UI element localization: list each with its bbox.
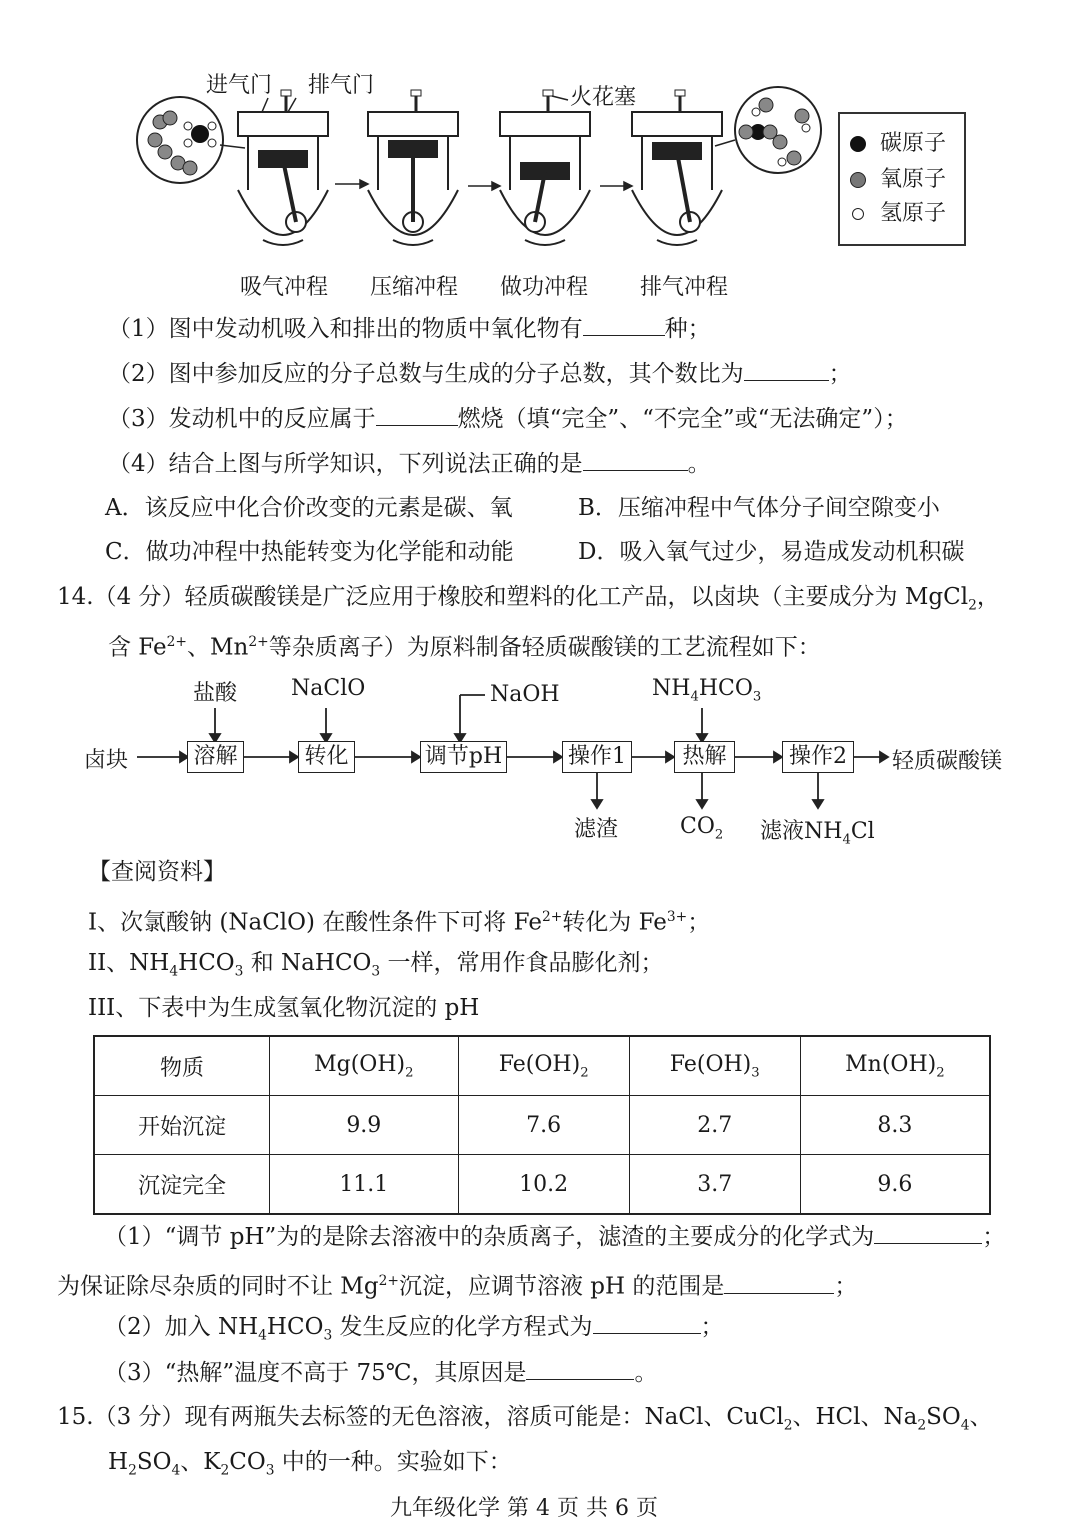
table-row-label: 沉淀完全: [94, 1155, 270, 1215]
table-header-cell: $Fe(OH)_2$: [458, 1036, 629, 1096]
table-cell: 10.2: [458, 1155, 629, 1215]
atom-legend: [838, 112, 966, 246]
table-cell: 9.6: [800, 1155, 990, 1215]
flow-output-filtrate: 滤液$NH_4Cl$: [760, 819, 875, 848]
q15-stem-line1: 15.（3 分）现有两瓶失去标签的无色溶液，溶质可能是：NaCl、CuCl$_2$、HCl、$Na_2SO_4$、: [57, 1404, 993, 1434]
stroke-label-exhaust: 排气冲程: [640, 275, 729, 300]
engine-intake-icon: [238, 90, 328, 245]
intake-molecules-icon: [137, 97, 245, 183]
engine-compression-icon: [368, 90, 458, 245]
flow-start-brine: 卤块: [84, 748, 129, 773]
spark-plug-label: 火花塞: [570, 85, 637, 110]
q14-sub3: （3）“热解”温度不高于 75℃，其原因是 。: [104, 1357, 657, 1388]
info-item-2: II、$NH_4HCO_3$ 和 NaHCO$_3$ 一样，常用作食品膨化剂；: [88, 950, 664, 980]
flow-box-adjust-ph: 调节pH: [420, 741, 507, 773]
q14-stem-line1: 14.（4 分）轻质碳酸镁是广泛应用于橡胶和塑料的化工产品，以卤块（主要成分为 MgCl$_2$，: [57, 584, 1000, 614]
q13-option-c: C．做功冲程中热能转变为化学能和动能: [105, 539, 514, 565]
info-item-1: I、次氯酸钠 (NaClO) 在酸性条件下可将 $Fe^{2+}$转化为 $Fe^{3+}$；: [88, 909, 711, 936]
flow-end-product: 轻质碳酸镁: [892, 749, 1003, 774]
ph-precipitation-table: [93, 1035, 991, 1215]
table-row-label: 开始沉淀: [94, 1096, 270, 1155]
q14-sub2: （2）加入 $NH_4HCO_3$ 发生反应的化学方程式为 ；: [104, 1311, 724, 1351]
flow-box-convert: 转化: [298, 741, 355, 773]
legend-oxygen: 氧原子: [850, 162, 946, 193]
oxygen-atom-icon: [850, 172, 866, 188]
q13-sub2: （2）图中参加反应的分子总数与生成的分子总数，其个数比为 ；: [108, 358, 852, 389]
exhaust-valve-label: 排气门: [308, 73, 375, 98]
table-row: [94, 1155, 990, 1215]
info-item-3: III、下表中为生成氢氧化物沉淀的 pH: [88, 995, 480, 1021]
legend-hydrogen: 氢原子: [850, 196, 946, 227]
q13-option-d: D．吸入氧气过少，易造成发动机积碳: [578, 539, 965, 565]
stroke-label-compression: 压缩冲程: [370, 275, 459, 300]
hydrogen-atom-icon: [852, 208, 864, 220]
q13-option-b: B．压缩冲程中气体分子间空隙变小: [578, 495, 940, 521]
table-cell: 7.6: [458, 1096, 629, 1155]
q13-sub3: （3）发动机中的反应属于 燃烧（填“完全”、“不完全”或“无法确定”）；: [108, 403, 908, 434]
flow-box-dissolve: 溶解: [187, 741, 244, 773]
info-title: 【查阅资料】: [88, 859, 226, 885]
table-row: [94, 1096, 990, 1155]
engine-exhaust-icon: [632, 90, 722, 245]
carbon-atom-icon: [850, 136, 866, 152]
q14-sub1-cont: 为保证除尽杂质的同时不让 $Mg^{2+}$沉淀，应调节溶液 pH 的范围是 ；: [57, 1266, 857, 1302]
intake-valve-label: 进气门: [206, 73, 273, 98]
q14-sub1: （1）“调节 pH”为的是除去溶液中的杂质离子，滤渣的主要成分的化学式为 ；: [104, 1221, 1005, 1252]
table-header-cell: 物质: [94, 1036, 270, 1096]
q15-stem-line2: $H_2SO_4$、$K_2CO_3$ 中的一种。实验如下：: [108, 1449, 512, 1479]
flow-output-co2: $CO_2$: [680, 814, 724, 843]
table-cell: 11.1: [270, 1155, 459, 1215]
table-cell: 2.7: [629, 1096, 800, 1155]
flow-input-naclo: NaClO: [291, 676, 366, 701]
q13-sub1: （1）图中发动机吸入和排出的物质中氧化物有 种；: [108, 313, 711, 344]
table-cell: 9.9: [270, 1096, 459, 1155]
table-cell: 3.7: [629, 1155, 800, 1215]
exhaust-molecules-icon: [715, 87, 821, 173]
table-header-cell: $Mg(OH)_2$: [270, 1036, 459, 1096]
q13-sub4: （4）结合上图与所学知识，下列说法正确的是 。: [108, 448, 711, 479]
table-header-row: [94, 1036, 990, 1096]
page-footer: 九年级化学 第 4 页 共 6 页: [390, 1496, 658, 1521]
q13-option-a: A．该反应中化合价改变的元素是碳、氧: [105, 495, 513, 521]
flow-input-nh4hco3: $NH_4HCO_3$: [652, 676, 762, 705]
engine-power-icon: [500, 90, 590, 245]
q14-stem-line2: 含 $Fe^{2+}$、$Mn^{2+}$等杂质离子）为原料制备轻质碳酸镁的工艺流程如下：: [108, 634, 821, 661]
stroke-label-intake: 吸气冲程: [240, 275, 329, 300]
flow-box-operation1: 操作1: [562, 741, 632, 773]
table-header-cell: $Mn(OH)_2$: [800, 1036, 990, 1096]
flow-input-naoh: NaOH: [490, 682, 560, 707]
legend-carbon: 碳原子: [850, 126, 946, 157]
table-header-cell: $Fe(OH)_3$: [629, 1036, 800, 1096]
flow-input-hcl: 盐酸: [193, 681, 238, 706]
stroke-label-power: 做功冲程: [500, 275, 589, 300]
flow-box-operation2: 操作2: [782, 741, 854, 773]
flow-output-residue: 滤渣: [574, 817, 619, 842]
table-cell: 8.3: [800, 1096, 990, 1155]
flow-box-pyrolysis: 热解: [674, 741, 735, 773]
